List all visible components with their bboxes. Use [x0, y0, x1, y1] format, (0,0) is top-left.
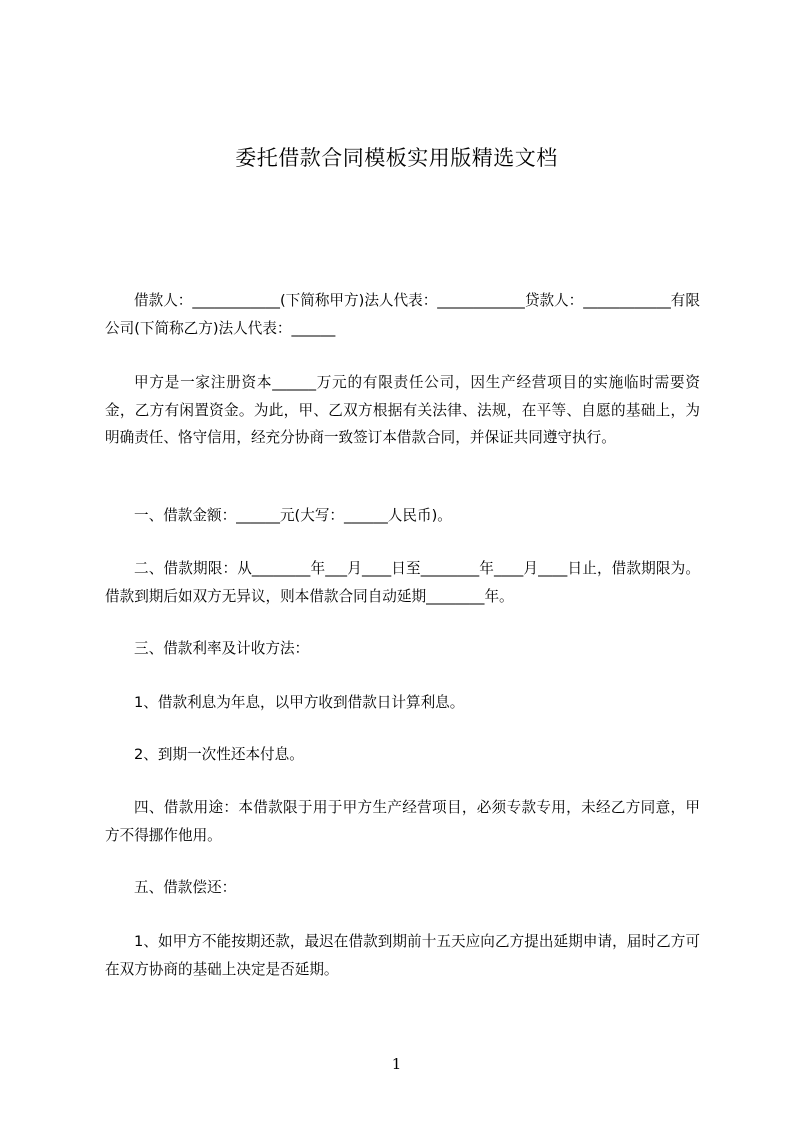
document-title: 委托借款合同模板实用版精选文档	[235, 146, 558, 170]
intro-paragraph: 甲方是一家注册资本______万元的有限责任公司，因生产经营项目的实施临时需要资金，乙方有闲置资金。为此，甲、乙双方根据有关法律、法规，在平等、自愿的基础上，为明确责任、恪守信用，经充分协商一致签订本借款合同，并保证共同遵守执行。	[105, 374, 700, 446]
page-number: 1	[391, 1055, 402, 1073]
interest-rate-heading: 三、借款利率及计收方法：	[134, 640, 310, 657]
interest-rate-item-1: 1、借款利息为年息，以甲方收到借款日计算利息。	[134, 694, 465, 711]
loan-term-clause: 二、借款期限：从________年___月____日至________年____月____日止，借款期限为。借款到期后如双方无异议，则本借款合同自动延期________年。	[105, 560, 700, 605]
interest-rate-item-2: 2、到期一次性还本付息。	[134, 746, 304, 763]
repayment-heading: 五、借款偿还：	[134, 879, 237, 896]
repayment-item-1: 1、如甲方不能按期还款，最迟在借款到期前十五天应向乙方提出延期申请，届时乙方可在双方协商的基础上决定是否延期。	[105, 933, 700, 978]
parties-paragraph: 借款人：____________(下简称甲方)法人代表：____________贷款人：____________有限公司(下简称乙方)法人代表：______	[105, 292, 700, 337]
loan-usage-clause: 四、借款用途：本借款限于用于甲方生产经营项目，必须专款专用，未经乙方同意，甲方不得挪作他用。	[105, 799, 700, 844]
loan-amount-clause: 一、借款金额：______元(大写：______人民币)。	[134, 507, 452, 524]
